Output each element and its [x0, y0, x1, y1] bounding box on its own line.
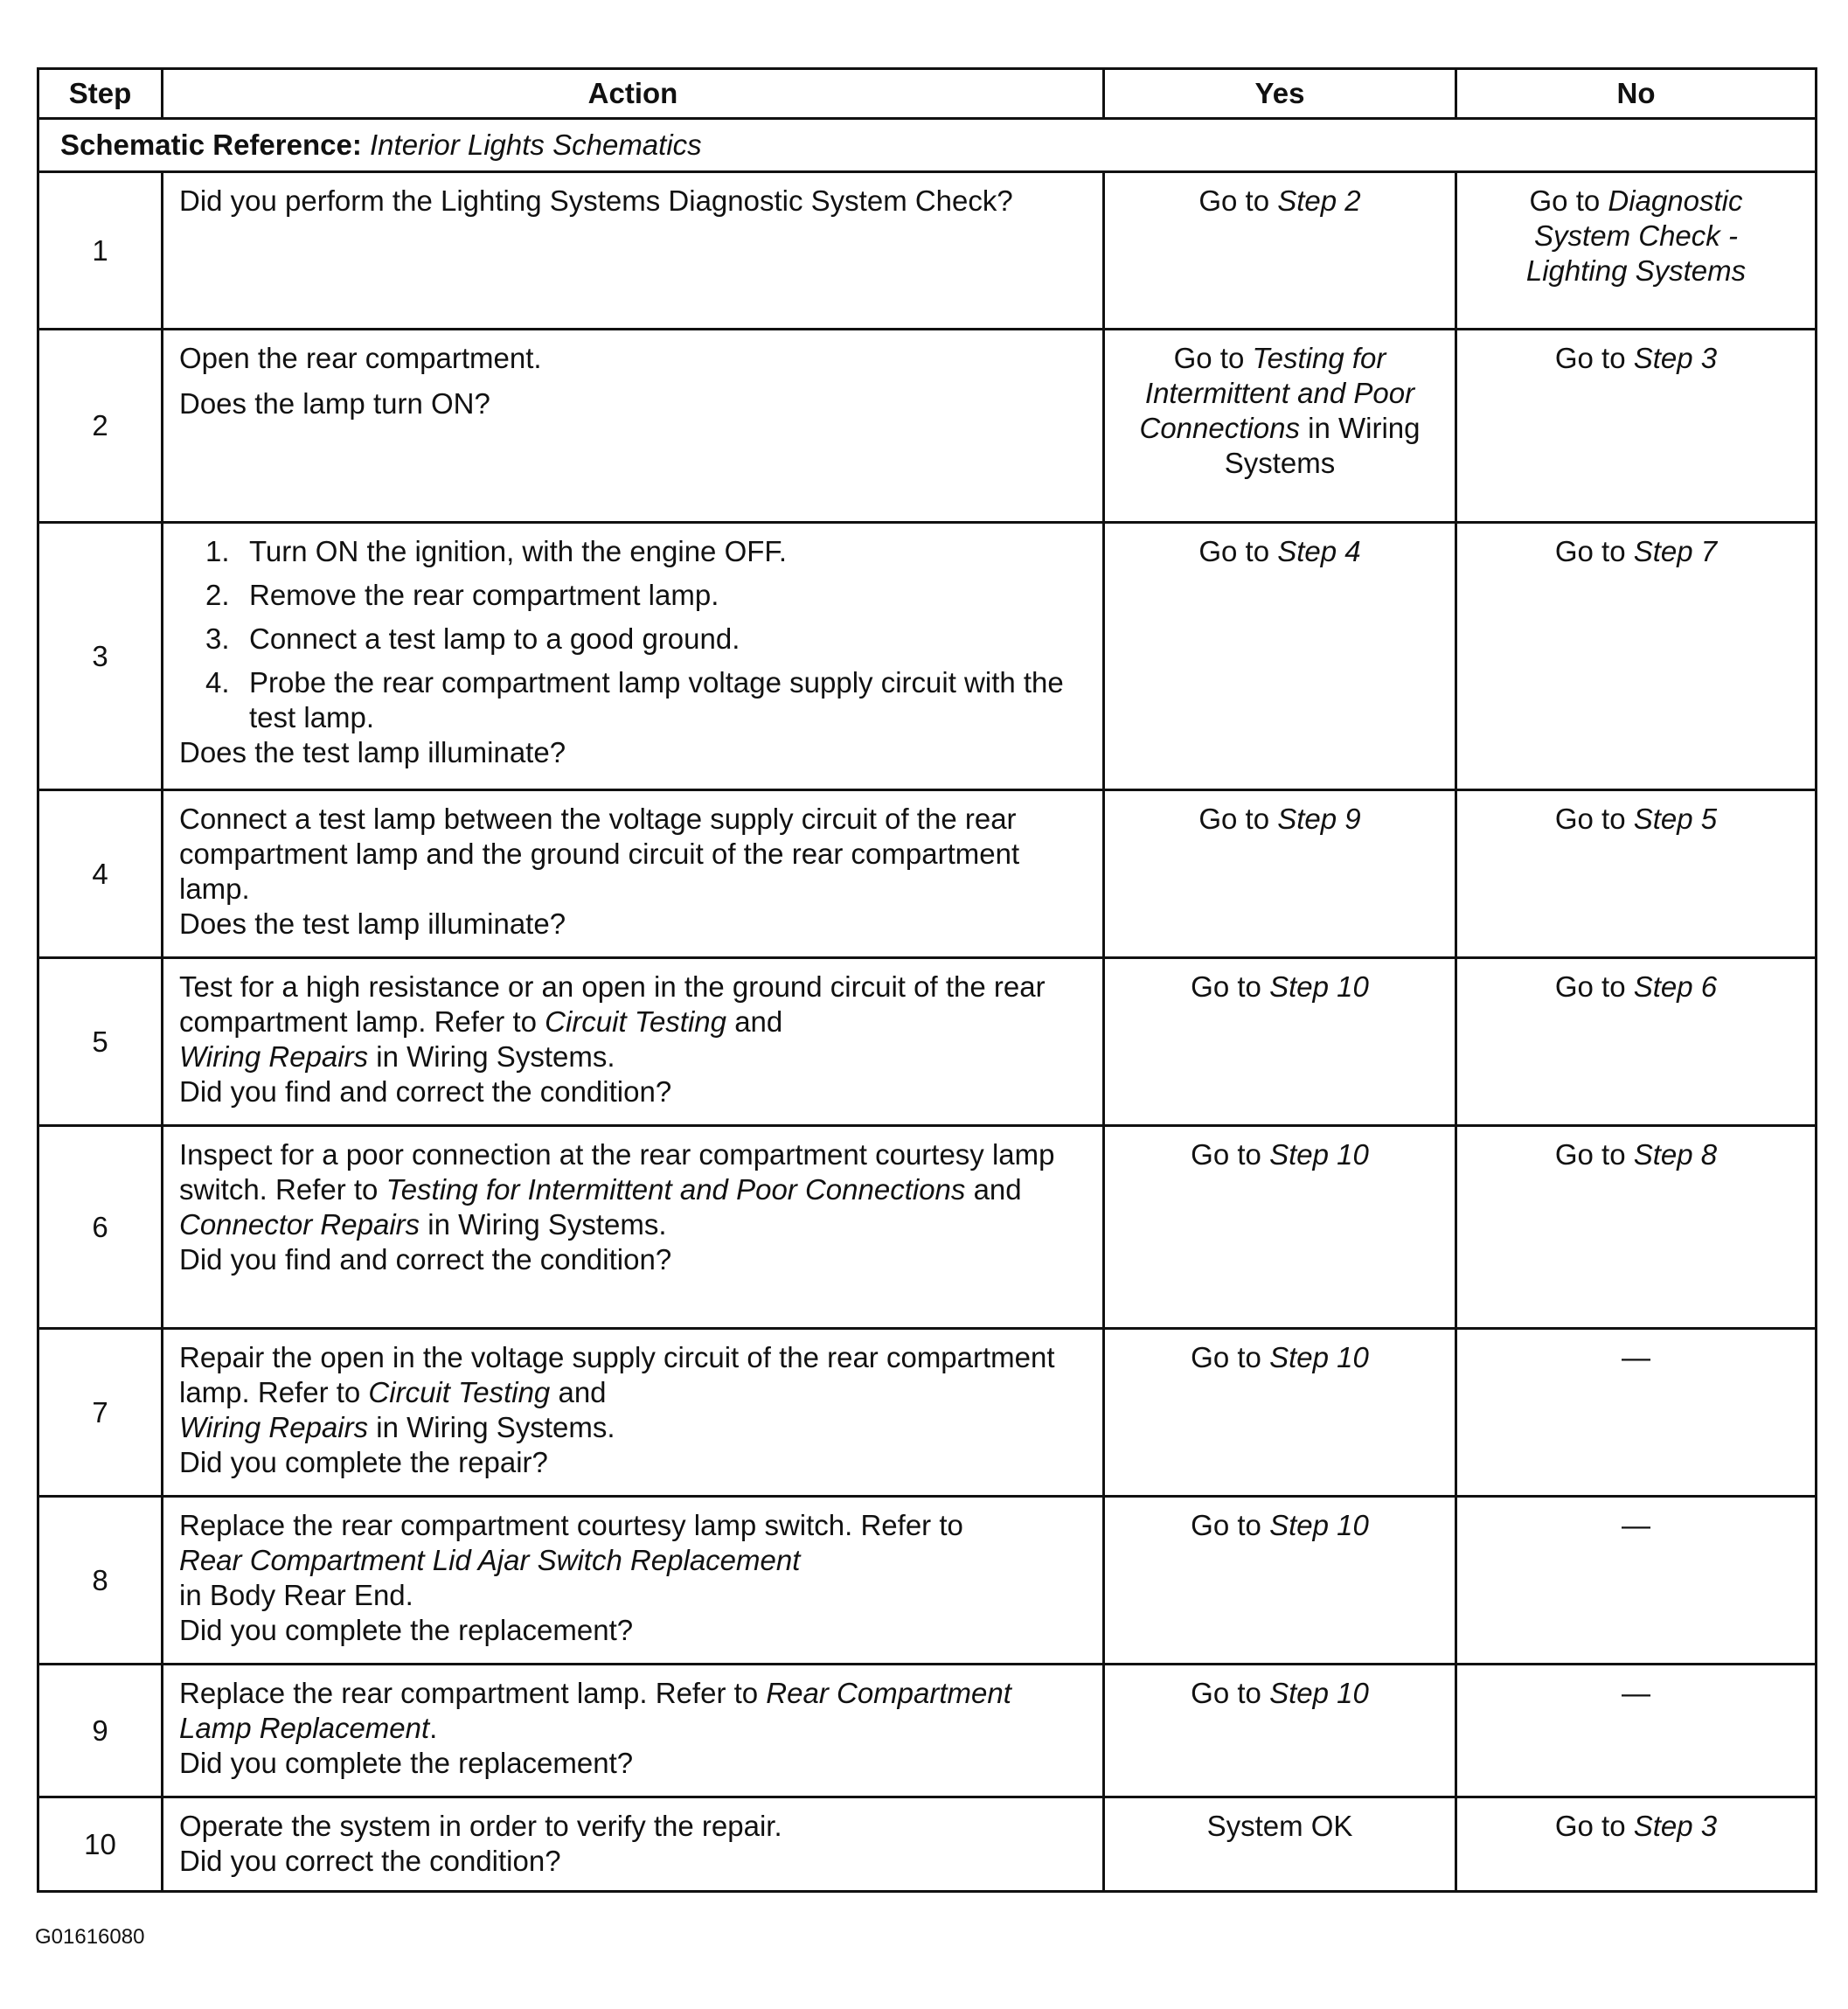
yes-cell — [1104, 958, 1456, 1126]
yes-prefix: Go to — [1191, 1138, 1270, 1171]
action-text: Operate the system in order to verify the repair. — [179, 1810, 782, 1842]
schematic-reference-row — [38, 119, 1817, 172]
step-number: 1 — [38, 172, 163, 330]
no-prefix: Go to — [1554, 342, 1634, 374]
step-number: 2 — [38, 330, 163, 523]
yes-link[interactable]: Step 10 — [1269, 1677, 1369, 1709]
figure-id: G01616080 — [35, 1925, 145, 1949]
no-link[interactable]: Step 6 — [1633, 970, 1718, 1003]
action-question: Did you find and correct the condition? — [179, 1075, 672, 1108]
action-text: Open the rear compartment. — [179, 342, 542, 374]
yes-cell — [1104, 172, 1456, 330]
table-row — [38, 330, 1817, 523]
table-row — [38, 790, 1817, 958]
no-link[interactable]: Diagnostic System Check - Lighting Systems — [1525, 184, 1747, 287]
header-no: No — [1456, 69, 1817, 119]
list-item: 2. Remove the rear compartment lamp. — [205, 579, 719, 611]
no-cell — [1456, 1126, 1817, 1329]
no-dash: — — [1622, 1677, 1650, 1709]
step-number: 6 — [38, 1126, 163, 1329]
yes-link[interactable]: Step 10 — [1269, 970, 1369, 1003]
action-question: Did you correct the condition? — [179, 1845, 561, 1877]
step-number: 3 — [38, 523, 163, 790]
yes-cell — [1104, 523, 1456, 790]
yes-link[interactable]: Step 10 — [1269, 1341, 1369, 1373]
yes-cell — [1104, 1126, 1456, 1329]
no-cell — [1456, 790, 1817, 958]
action-cell — [163, 1126, 1104, 1329]
reference-link[interactable]: Circuit Testing — [545, 1005, 727, 1038]
action-text: Did you perform the Lighting Systems Diagnostic System Check? — [179, 184, 1013, 217]
table-row — [38, 958, 1817, 1126]
no-prefix: Go to — [1554, 1810, 1634, 1842]
procedure-list — [179, 534, 1090, 735]
table-row — [38, 1329, 1817, 1497]
no-cell — [1456, 1497, 1817, 1665]
header-action: Action — [163, 69, 1104, 119]
reference-link[interactable]: Rear Compartment Lid Ajar Switch Replacement — [179, 1544, 801, 1576]
schematic-reference — [38, 119, 1817, 172]
yes-result: System OK — [1206, 1810, 1353, 1842]
no-cell — [1456, 330, 1817, 523]
no-cell — [1456, 958, 1817, 1126]
yes-prefix: Go to — [1198, 803, 1278, 835]
action-cell — [163, 790, 1104, 958]
no-link[interactable]: Step 5 — [1633, 803, 1718, 835]
action-cell — [163, 330, 1104, 523]
yes-prefix: Go to — [1198, 535, 1278, 567]
yes-prefix: Go to — [1191, 1341, 1270, 1373]
yes-cell — [1104, 790, 1456, 958]
action-text: Test for a high resistance or an open in the ground circuit of the rear compartment lamp. Refer to Circuit Testing and Wiring Repairs in Wiring Systems. — [179, 970, 1046, 1073]
step-number: 4 — [38, 790, 163, 958]
yes-cell — [1104, 330, 1456, 523]
reference-link[interactable]: Connector Repairs — [179, 1208, 420, 1241]
list-item: 3. Connect a test lamp to a good ground. — [205, 622, 740, 655]
action-text: Repair the open in the voltage supply circuit of the rear compartment lamp. Refer to Circuit Testing and Wiring Repairs in Wiring Systems. — [179, 1341, 1055, 1443]
action-question: Does the lamp turn ON? — [179, 387, 490, 420]
no-cell — [1456, 523, 1817, 790]
action-cell — [163, 1497, 1104, 1665]
yes-link[interactable]: Step 2 — [1277, 184, 1361, 217]
diagnostic-table — [37, 67, 1817, 1893]
yes-cell — [1104, 1665, 1456, 1797]
step-number: 5 — [38, 958, 163, 1126]
no-prefix: Go to — [1529, 184, 1608, 217]
no-prefix: Go to — [1554, 803, 1634, 835]
action-text: Inspect for a poor connection at the rear compartment courtesy lamp switch. Refer to Testing for Intermittent and Poor Connections and Connector Repairs in Wiring Systems. — [179, 1138, 1055, 1241]
list-item: 1. Turn ON the ignition, with the engine OFF. — [205, 535, 788, 567]
action-cell — [163, 1665, 1104, 1797]
no-cell — [1456, 1797, 1817, 1892]
step-number: 8 — [38, 1497, 163, 1665]
action-question: Did you complete the replacement? — [179, 1747, 634, 1779]
no-link[interactable]: Step 7 — [1633, 535, 1718, 567]
action-question: Did you find and correct the condition? — [179, 1243, 672, 1276]
action-cell — [163, 1797, 1104, 1892]
action-text: Replace the rear compartment lamp. Refer to Rear Compartment Lamp Replacement. — [179, 1677, 1011, 1744]
yes-link[interactable]: Step 10 — [1269, 1509, 1369, 1541]
reference-link[interactable]: Testing for Intermittent and Poor Connections — [386, 1173, 966, 1206]
yes-prefix: Go to — [1198, 184, 1278, 217]
no-prefix: Go to — [1554, 970, 1634, 1003]
action-cell — [163, 1329, 1104, 1497]
yes-link[interactable]: Step 9 — [1277, 803, 1361, 835]
no-link[interactable]: Step 3 — [1633, 1810, 1718, 1842]
yes-cell — [1104, 1497, 1456, 1665]
step-number: 9 — [38, 1665, 163, 1797]
schematic-reference-label: Schematic Reference: — [60, 129, 362, 161]
no-prefix: Go to — [1554, 1138, 1634, 1171]
action-question: Does the test lamp illuminate? — [179, 736, 566, 768]
table-row — [38, 1797, 1817, 1892]
no-dash: — — [1622, 1509, 1650, 1541]
yes-prefix: Go to — [1173, 342, 1253, 374]
no-cell — [1456, 1329, 1817, 1497]
yes-prefix: Go to — [1191, 1677, 1270, 1709]
header-step: Step — [38, 69, 163, 119]
action-cell — [163, 523, 1104, 790]
action-cell — [163, 958, 1104, 1126]
reference-link[interactable]: Wiring Repairs — [179, 1411, 369, 1443]
no-link[interactable]: Step 3 — [1633, 342, 1718, 374]
no-dash: — — [1622, 1341, 1650, 1373]
action-question: Does the test lamp illuminate? — [179, 907, 566, 940]
yes-cell — [1104, 1329, 1456, 1497]
table-row — [38, 1126, 1817, 1329]
action-question: Did you complete the repair? — [179, 1446, 548, 1478]
yes-link[interactable]: Step 10 — [1269, 1138, 1369, 1171]
no-prefix: Go to — [1554, 535, 1634, 567]
yes-cell — [1104, 1797, 1456, 1892]
yes-prefix: Go to — [1191, 1509, 1270, 1541]
yes-link[interactable]: Testing for Intermittent and Poor Connections — [1139, 342, 1415, 444]
no-link[interactable]: Step 8 — [1633, 1138, 1718, 1171]
action-cell — [163, 172, 1104, 330]
action-question: Did you complete the replacement? — [179, 1614, 634, 1646]
header-yes: Yes — [1104, 69, 1456, 119]
reference-link[interactable]: Wiring Repairs — [179, 1040, 369, 1073]
table-row — [38, 172, 1817, 330]
reference-link[interactable]: Rear Compartment Lamp Replacement — [179, 1677, 1011, 1744]
yes-suffix: in Wiring Systems — [1224, 412, 1421, 479]
no-cell — [1456, 172, 1817, 330]
no-cell — [1456, 1665, 1817, 1797]
step-number: 7 — [38, 1329, 163, 1497]
schematic-reference-link[interactable]: Interior Lights Schematics — [370, 129, 702, 161]
table-row — [38, 1665, 1817, 1797]
yes-prefix: Go to — [1191, 970, 1270, 1003]
reference-link[interactable]: Circuit Testing — [368, 1376, 551, 1408]
action-text: Replace the rear compartment courtesy lamp switch. Refer to Rear Compartment Lid Ajar Switch Replacement in Body Rear End. — [179, 1509, 963, 1611]
table-row — [38, 523, 1817, 790]
list-item: 4. Probe the rear compartment lamp voltage supply circuit with the test lamp. — [205, 666, 1064, 733]
header-row — [38, 69, 1817, 119]
yes-link[interactable]: Step 4 — [1277, 535, 1361, 567]
step-number: 10 — [38, 1797, 163, 1892]
table-row — [38, 1497, 1817, 1665]
action-text: Connect a test lamp between the voltage supply circuit of the rear compartment lamp and the ground circuit of the rear compartment lamp. — [179, 803, 1020, 905]
